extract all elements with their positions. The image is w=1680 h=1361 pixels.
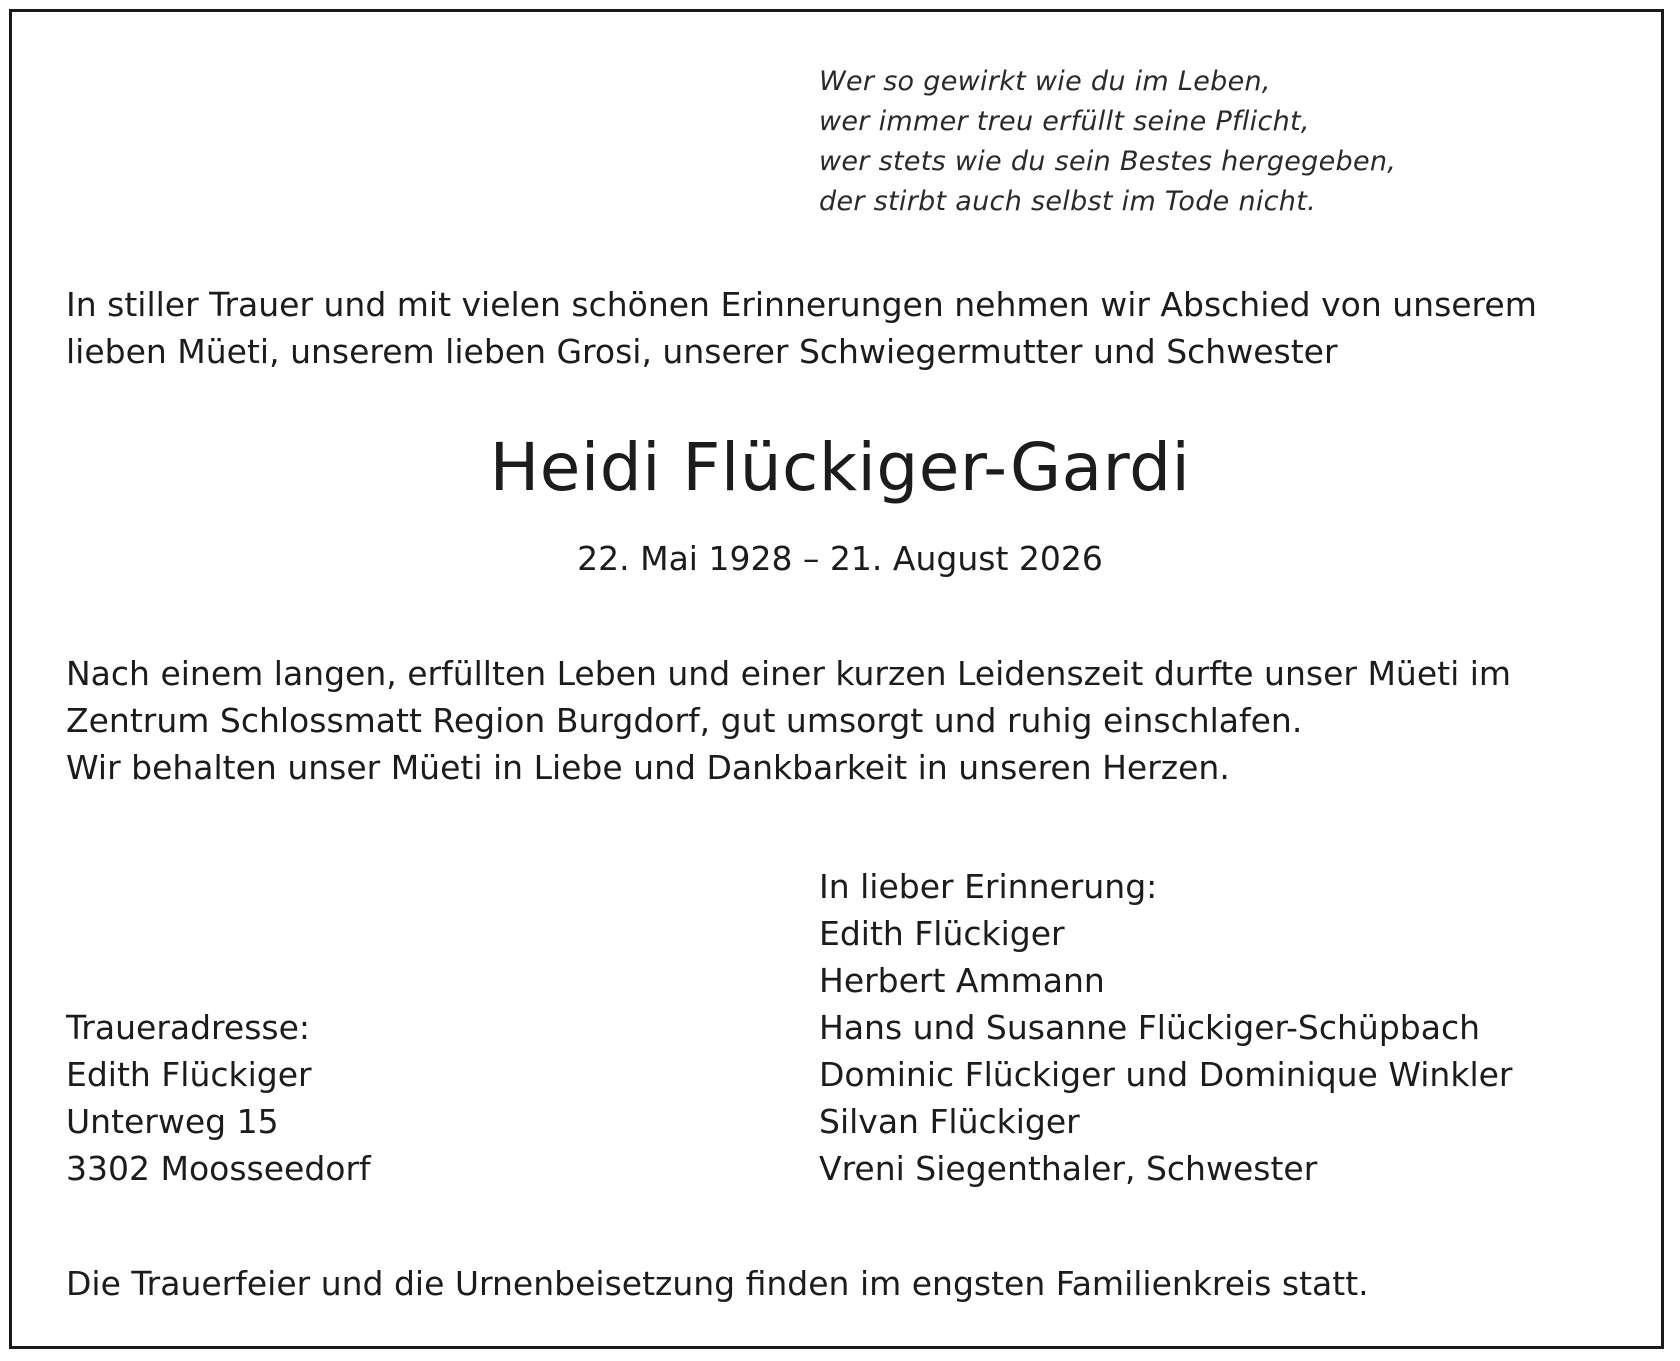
mourner-name: Edith Flückiger — [819, 914, 1065, 953]
closing-note: Die Trauerfeier und die Urnenbeisetzung finden im engsten Familienkreis statt. — [66, 1264, 1369, 1303]
poem — [819, 62, 1396, 222]
message-text — [66, 650, 1511, 791]
message-line: Wir behalten unser Müeti in Liebe und Dankbarkeit in unseren Herzen. — [66, 748, 1230, 787]
mourner-name: Vreni Siegenthaler, Schwester — [819, 1149, 1318, 1188]
intro-line: lieben Müeti, unserem lieben Grosi, unserer Schwiegermutter und Schwester — [66, 332, 1338, 371]
life-dates: 22. Mai 1928 – 21. August 2026 — [577, 539, 1103, 578]
address-line: Edith Flückiger — [66, 1055, 312, 1094]
deceased-name: Heidi Flückiger-Gardi — [489, 429, 1191, 506]
message-line: Nach einem langen, erfüllten Leben und einer kurzen Leidenszeit durfte unser Müeti im — [66, 654, 1512, 693]
intro-text — [66, 281, 1537, 375]
address-heading: Traueradresse: — [66, 1008, 311, 1047]
mourner-name: Silvan Flückiger — [819, 1102, 1080, 1141]
mourner-name: Dominic Flückiger und Dominique Winkler — [819, 1055, 1513, 1094]
mourner-name: Hans und Susanne Flückiger-Schüpbach — [819, 1008, 1480, 1047]
message-line: Zentrum Schlossmatt Region Burgdorf, gut umsorgt und ruhig einschlafen. — [66, 701, 1303, 740]
address-line: 3302 Moosseedorf — [66, 1149, 371, 1188]
poem-line: der stirbt auch selbst im Tode nicht. — [819, 186, 1316, 217]
address-line: Unterweg 15 — [66, 1102, 279, 1141]
poem-line: wer stets wie du sein Bestes hergegeben, — [819, 146, 1397, 177]
mourning-address — [66, 1004, 371, 1192]
mourners-heading: In lieber Erinnerung: — [819, 867, 1158, 906]
mourner-name: Herbert Ammann — [819, 961, 1105, 1000]
intro-line: In stiller Trauer und mit vielen schönen Erinnerungen nehmen wir Abschied von unserem — [66, 285, 1537, 324]
poem-line: Wer so gewirkt wie du im Leben, — [819, 66, 1271, 97]
poem-line: wer immer treu erfüllt seine Pflicht, — [819, 106, 1310, 137]
mourners-list — [819, 863, 1512, 1192]
